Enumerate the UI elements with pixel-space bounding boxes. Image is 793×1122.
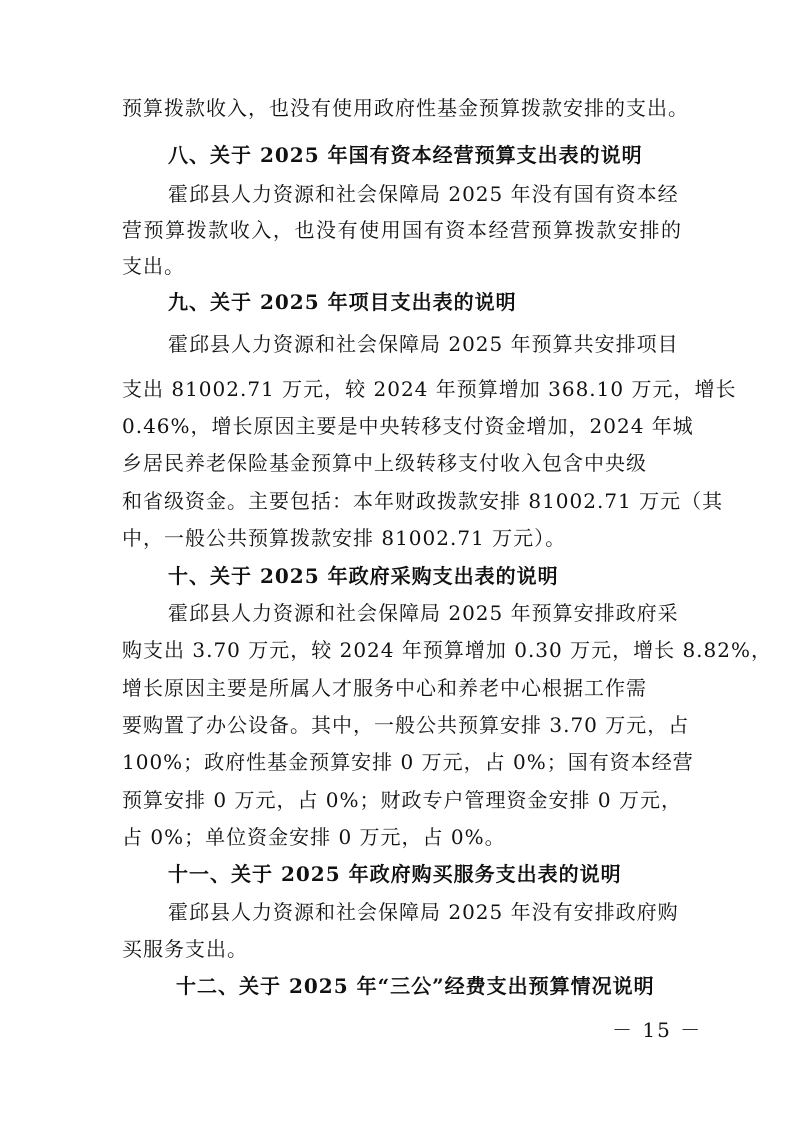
body-text-line: 增长原因主要是所属人才服务中心和养老中心根据工作需 <box>122 676 647 700</box>
body-text-line: 100%；政府性基金预算安排 0 万元，占 0%；国有资本经营 <box>122 750 694 774</box>
body-text-line: 中，一般公共预算拨款安排 81002.71 万元）。 <box>122 526 567 550</box>
body-text-line: 营预算拨款收入，也没有使用国有资本经营预算拨款安排的 <box>122 218 682 242</box>
body-text-line: 霍邱县人力资源和社会保障局 2025 年预算安排政府采 <box>168 601 679 625</box>
body-text-line: 预算拨款收入，也没有使用政府性基金预算拨款安排的支出。 <box>122 96 689 120</box>
page-number: － 15 － <box>612 1018 703 1042</box>
section-heading: 十、关于 2025 年政府采购支出表的说明 <box>168 564 559 588</box>
body-text-line: 买服务支出。 <box>122 937 248 961</box>
body-text-line: 霍邱县人力资源和社会保障局 2025 年没有国有资本经 <box>168 182 679 206</box>
body-text-line: 预算安排 0 万元，占 0%；财政专户管理资金安排 0 万元， <box>122 788 682 812</box>
section-heading: 九、关于 2025 年项目支出表的说明 <box>168 290 517 314</box>
section-heading: 十二、关于 2025 年“三公”经费支出预算情况说明 <box>176 974 655 998</box>
body-text-line: 购支出 3.70 万元，较 2024 年预算增加 0.30 万元，增长 8.82%， <box>122 638 772 662</box>
body-text-line: 支出 81002.71 万元，较 2024 年预算增加 368.10 万元，增长 <box>122 377 737 401</box>
body-text-line: 支出。 <box>122 254 185 278</box>
body-text-line: 霍邱县人力资源和社会保障局 2025 年预算共安排项目 <box>168 332 679 356</box>
body-text-line: 0.46%，增长原因主要是中央转移支付资金增加，2024 年城 <box>122 414 694 438</box>
section-heading: 八、关于 2025 年国有资本经营预算支出表的说明 <box>168 143 643 167</box>
body-text-line: 要购置了办公设备。其中，一般公共预算安排 3.70 万元，占 <box>122 713 690 737</box>
body-text-line: 乡居民养老保险基金预算中上级转移支付收入包含中央级 <box>122 451 647 475</box>
body-text-line: 霍邱县人力资源和社会保障局 2025 年没有安排政府购 <box>168 900 679 924</box>
body-text-line: 占 0%；单位资金安排 0 万元，占 0%。 <box>122 825 506 849</box>
section-heading: 十一、关于 2025 年政府购买服务支出表的说明 <box>168 862 622 886</box>
body-text-line: 和省级资金。主要包括：本年财政拨款安排 81002.71 万元（其 <box>122 489 724 513</box>
